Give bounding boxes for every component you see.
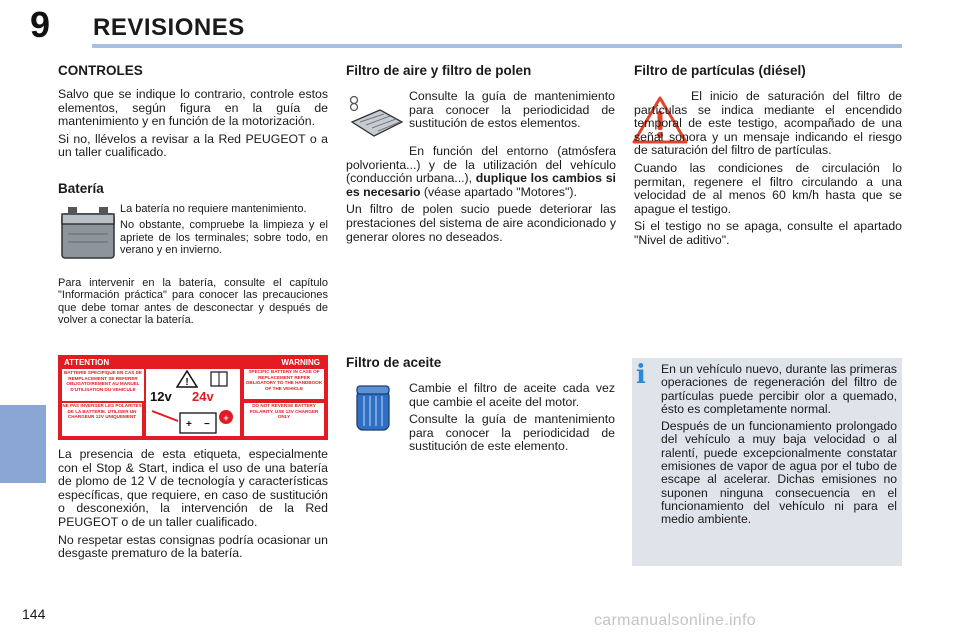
chapter-number: 9 [30,4,51,45]
controles-paragraph-1: Salvo que se indique lo contrario, controle estos elementos, según figura en la guía de mantenimiento y en función de la motorización. [58,87,328,129]
filtro-particulas-section [634,63,904,78]
battery-warning-label [58,355,328,440]
filtro-aceite-section [346,355,616,370]
filtro-aire-title: Filtro de aire y filtro de polen [346,63,532,78]
filtro-aire-intro [409,90,615,135]
bateria-paragraph-5: No respetar estas consignas podría ocasionar un desgaste prematuro de la batería. [58,532,328,561]
battery-icon [58,200,118,267]
filtro-particulas-paragraph-2: Cuando las condiciones de circulación lo permitan, regenere el filtro circulando a una velocidad de al menos 60 km/h hasta que se apague el testigo. [634,160,902,216]
filtro-aire-p2-emphasis: duplique los cambios si es necesario [346,171,616,199]
filtro-aire-p2-start: En función del entorno (atmósfera polvorienta...) y de la utilización del vehículo (conducción urbana...), [346,144,616,186]
bateria-note [58,277,328,331]
bateria-paragraph-2: No obstante, compruebe la limpieza y el apriete de los terminales; sobre todo, en verano y en invierno. [120,219,328,257]
filtro-aire-body [346,145,616,248]
svg-text:+: + [223,413,229,423]
bateria-label-text [58,448,328,565]
page-number: 144 [22,606,46,622]
bateria-title: Batería [58,181,104,196]
bateria-paragraph-4: La presencia de esta etiqueta, especialmente con el Stop & Start, indica el uso de una batería de plomo de 12 V de tecnología y características específicas, que requiere, en caso de sustitución o desconexión, la intervención de la Red PEUGEOT o de un taller cualificado. [58,447,328,529]
svg-text:+: + [186,419,192,430]
label-attention: ATTENTION [64,358,110,367]
label-en-top: SPECIFIC BATTERY IN CASE OF REPLACEMENT REFER OBLIGATORY TO THE HANDBOOK OF THE VEHICLE [244,369,324,399]
filtro-aire-section [346,63,616,78]
label-en-bottom: DO NOT REVERSE BATTERY POLARITY, USE 12V CHARGER ONLY [244,403,324,436]
header-rule [92,44,902,48]
svg-text:−: − [204,419,210,430]
label-center-pictograms [146,369,240,436]
bateria-paragraph-1: La batería no requiere mantenimiento. [120,203,307,215]
filtro-particulas-paragraph-3: Si el testigo no se apaga, consulte el apartado "Nivel de aditivo". [634,219,902,247]
oil-filter-icon [352,384,394,439]
label-book-icon [208,370,230,388]
filtro-particulas-body [634,90,902,252]
label-fr-top: BATTERIE SPECIFIQUE EN CAS DE REMPLACEMENT SE REFERER OBLIGATOIREMENT AU MANUEL D'UTILISATION DU VEHICULE [62,369,144,401]
filtro-aceite-paragraph-2: Consulte la guía de mantenimiento para conocer la periodicidad de sustitución de este elemento. [409,412,615,454]
controles-paragraph-2: Si no, llévelos a revisar a la Red PEUGEOT o a un taller cualificado. [58,131,328,160]
filtro-particulas-title: Filtro de partículas (diésel) [634,63,806,78]
controles-title: CONTROLES [58,63,143,78]
controles-section [58,63,328,164]
chapter-title: REVISIONES [93,14,245,41]
label-warning: WARNING [281,358,320,367]
info-box-text [661,363,897,531]
chapter-side-tab [0,405,46,483]
bateria-intro [120,203,328,261]
info-paragraph-2: Después de un funcionamiento prolongado del vehículo a muy baja velocidad o al ralentí, puede excepcionalmente constatar emisiones de vapor de agua por el tubo de escape al acelerar. Dichas emisiones no suponen ninguna consecuencia en el funcionamiento del vehículo ni para el medio ambiente. [661,419,897,527]
filtro-aire-paragraph-1: Consulte la guía de mantenimiento para conocer la periodicidad de sustitución de estos elementos. [409,89,615,131]
filtro-aceite-title: Filtro de aceite [346,355,442,370]
label-12v: 12v [150,389,172,404]
label-warning-triangle-icon [176,370,198,388]
label-battery-clamps-icon [150,407,236,435]
label-fr-bottom: NE PAS INVERSER LES POLARITES DE LA BATTERIE. UTILISER UN CHARGEUR 12V UNIQUEMENT [62,403,142,436]
filtro-aire-p2-end: (véase apartado "Motores"). [420,184,577,199]
info-icon: i [636,360,646,390]
filtro-aceite-body [409,382,615,458]
filtro-particulas-paragraph-1: El inicio de saturación del filtro de partículas se indica mediante el encendido temporal de este testigo, acompañado de una señal sonora y un mensaje indicando el riesgo de saturación del filtro de partículas. [634,89,902,158]
svg-text:!: ! [185,377,189,388]
label-24v: 24v [192,389,214,404]
bateria-paragraph-3: Para intervenir en la batería, consulte el capítulo "Información práctica" para conocer las precauciones que debe tomar antes de desconectar y después de volver a conectar la batería. [58,277,328,327]
bateria-section [58,181,328,196]
filtro-aceite-paragraph-1: Cambie el filtro de aceite cada vez que cambie el aceite del motor. [409,381,615,409]
info-paragraph-1: En un vehículo nuevo, durante las primeras operaciones de regeneración del filtro de partículas puede percibir olor a quemado, ésto es completamente normal. [661,362,897,416]
watermark: carmanualsonline.info [594,612,756,629]
air-filter-icon [346,92,406,149]
filtro-aire-paragraph-2 [346,145,616,199]
filtro-aire-paragraph-3: Un filtro de polen sucio puede deteriorar las prestaciones del sistema de aire acondicionado y generar olores no deseados. [346,202,616,244]
